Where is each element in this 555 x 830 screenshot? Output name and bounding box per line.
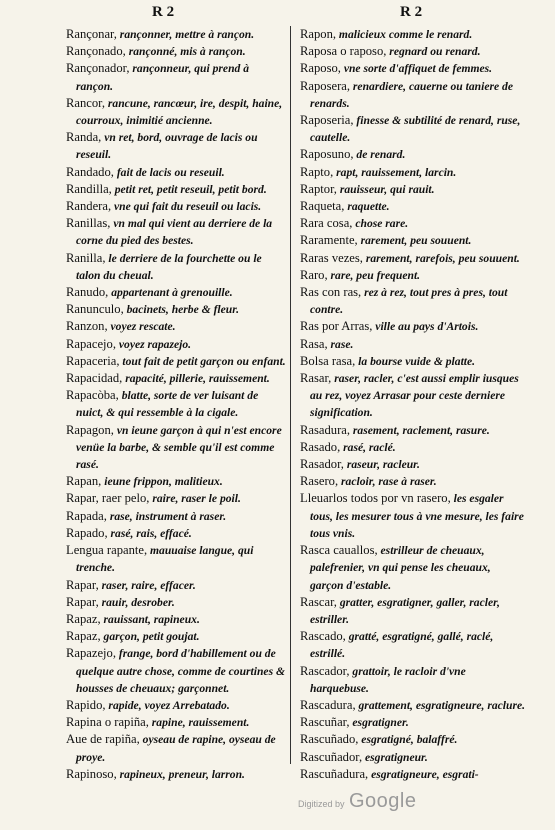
dictionary-entry xyxy=(66,215,288,249)
dictionary-entry xyxy=(300,318,525,335)
running-header xyxy=(0,4,555,26)
dictionary-entry xyxy=(300,181,525,198)
entry-headword: Rapon, xyxy=(300,27,337,41)
entry-definition: gratté, esgratigné, gallé, raclé, estrillé. xyxy=(310,630,494,661)
entry-definition: vne qui fait du reseuil ou lacis. xyxy=(111,200,262,214)
entry-definition: renardiere, cauerne ou taniere de renards. xyxy=(310,79,513,110)
entry-definition: racloir, rase à raser. xyxy=(338,475,437,489)
dictionary-entry xyxy=(300,26,525,43)
dictionary-entry xyxy=(300,250,525,267)
entry-headword: Ras por Arras, xyxy=(300,319,373,334)
entry-definition: estrilleur de cheuaux, palefrenier, vn qui pense les cheuaux, garçon d'estable. xyxy=(310,544,491,592)
dictionary-entry xyxy=(300,60,525,77)
dictionary-entry xyxy=(300,731,525,748)
entry-definition: rancune, rancœur, ire, despit, haine, courroux, inimitié ancienne. xyxy=(76,96,283,128)
entry-definition: rase, instrument à raser. xyxy=(106,509,227,523)
dictionary-entry xyxy=(66,353,288,370)
entry-headword: Raro, xyxy=(300,267,328,282)
entry-headword: Rapinoso, xyxy=(66,766,117,781)
entry-headword: Randilla, xyxy=(66,181,112,196)
entry-definition: rançonneur, qui prend à rançon. xyxy=(76,62,250,93)
dictionary-entry xyxy=(66,336,288,353)
entry-definition: rarement, rarefois, peu souuent. xyxy=(362,251,520,265)
entry-definition: vn ret, bord, ouvrage de lacis ou reseuil. xyxy=(76,131,258,162)
entry-definition: raire, raser le poil. xyxy=(149,492,241,506)
entry-definition: bacinets, herbe & fleur. xyxy=(123,303,240,317)
entry-definition: rase. xyxy=(327,337,354,351)
dictionary-entry xyxy=(66,129,288,163)
entry-headword: Raqueta, xyxy=(300,199,345,214)
dictionary-entry xyxy=(300,146,525,163)
dictionary-entry xyxy=(66,60,288,94)
entry-headword: Rapaz, xyxy=(66,629,101,644)
entry-headword: Ranzon, xyxy=(66,319,108,334)
entry-definition: malicieux comme le renard. xyxy=(336,28,473,41)
dictionary-entry xyxy=(300,353,525,370)
entry-definition: regnard ou renard. xyxy=(386,45,481,59)
entry-definition: esgratigné, balaffré. xyxy=(358,733,458,747)
entry-headword: Rapazejo, xyxy=(66,646,116,661)
entry-headword: Rapacòba, xyxy=(66,388,119,403)
column-divider xyxy=(290,26,291,764)
entry-headword: Bolsa rasa, xyxy=(300,353,356,368)
dictionary-entry xyxy=(300,594,525,628)
entry-headword: Rascuñar, xyxy=(300,715,350,730)
entry-headword: Rascadura, xyxy=(300,697,356,712)
entry-headword: Rapto, xyxy=(300,164,334,179)
entry-definition: rauissant, rapineux. xyxy=(100,612,200,626)
entry-definition: raser, raire, effacer. xyxy=(98,578,196,592)
entry-headword: Lleuarlos todos por vn rasero, xyxy=(300,491,451,506)
entry-definition: appartenant à grenouille. xyxy=(108,286,233,300)
dictionary-entry xyxy=(300,490,525,542)
dictionary-entry xyxy=(66,731,288,765)
dictionary-entry xyxy=(300,370,525,422)
header-left: R 2 xyxy=(152,4,175,20)
entry-definition: ville au pays d'Artois. xyxy=(372,320,479,334)
entry-definition: rare, peu frequent. xyxy=(327,268,421,282)
dictionary-entry xyxy=(66,473,288,490)
dictionary-entry xyxy=(300,473,525,490)
entry-definition: grattement, esgratigneure, raclure. xyxy=(355,698,526,712)
dictionary-entry xyxy=(300,215,525,232)
entry-headword: Rapagon, xyxy=(66,422,114,437)
dictionary-entry xyxy=(300,198,525,215)
dictionary-entry xyxy=(66,645,288,697)
entry-headword: Rascador, xyxy=(300,663,350,678)
dictionary-entry xyxy=(66,714,288,731)
dictionary-entry xyxy=(300,749,525,766)
entry-headword: Rapacidad, xyxy=(66,371,123,386)
entry-headword: Rapaz, xyxy=(66,611,101,626)
entry-headword: Rançonado, xyxy=(66,44,126,59)
left-column xyxy=(66,26,288,783)
entry-headword: Raposo, xyxy=(300,61,341,76)
entry-headword: Rapido, xyxy=(66,697,106,712)
entry-headword: Rapina o rapiña, xyxy=(66,715,149,730)
entry-headword: Ranillas, xyxy=(66,216,111,231)
entry-definition: grattoir, le racloir d'vne harquebuse. xyxy=(310,664,466,695)
dictionary-entry xyxy=(300,267,525,284)
entry-headword: Rapan, xyxy=(66,474,102,489)
entry-definition: voyez rescate. xyxy=(107,320,176,334)
entry-headword: Rapado, xyxy=(66,525,108,540)
entry-headword: Rascuñador, xyxy=(300,749,363,764)
dictionary-entry xyxy=(66,577,288,594)
entry-definition: rapine, rauissement. xyxy=(148,716,250,730)
entry-definition: blatte, sorte de ver luisant de nuict, & qui ressemble à la cigale. xyxy=(76,389,259,420)
entry-definition: rapacité, pillerie, rauissement. xyxy=(122,372,270,386)
entry-definition: vne sorte d'affiquet de femmes. xyxy=(340,62,493,76)
dictionary-entry xyxy=(66,164,288,181)
entry-headword: Rapar, raer pelo, xyxy=(66,491,150,506)
entry-headword: Rançonador, xyxy=(66,61,130,76)
dictionary-entry xyxy=(66,370,288,387)
dictionary-entry xyxy=(66,43,288,60)
entry-headword: Ranunculo, xyxy=(66,302,124,317)
dictionary-entry xyxy=(300,628,525,662)
entry-definition: rasé, rais, effacé. xyxy=(107,526,192,540)
dictionary-entry xyxy=(300,112,525,146)
dictionary-entry xyxy=(300,284,525,318)
dictionary-entry xyxy=(300,164,525,181)
entry-definition: la bourse vuide & platte. xyxy=(355,354,476,368)
entry-definition: de renard. xyxy=(353,148,406,162)
entry-headword: Randa, xyxy=(66,130,102,145)
entry-headword: Rançonar, xyxy=(66,27,117,41)
entry-definition: rarement, peu souuent. xyxy=(357,234,472,248)
entry-definition: voyez rapazejo. xyxy=(116,337,192,351)
google-wordmark: Google xyxy=(348,790,417,812)
dictionary-entry xyxy=(66,198,288,215)
dictionary-entry xyxy=(66,508,288,525)
entry-headword: Rasca cauallos, xyxy=(300,543,378,558)
entry-definition: fait de lacis ou reseuil. xyxy=(113,165,225,179)
digitized-by-label: Digitized by xyxy=(298,799,345,809)
entry-definition: esgratigneur. xyxy=(362,750,428,764)
entry-definition: les esgaler tous, les mesurer tous à vne mesure, les faire tous vnis. xyxy=(310,492,524,540)
entry-headword: Rascar, xyxy=(300,594,337,609)
dictionary-entry xyxy=(300,663,525,697)
entry-definition: esgratigneure, esgrati- xyxy=(368,767,479,781)
dictionary-entry xyxy=(300,232,525,249)
dictionary-entry xyxy=(300,78,525,112)
entry-definition: garçon, petit goujat. xyxy=(100,630,200,644)
entry-headword: Rancor, xyxy=(66,95,106,110)
dictionary-entry xyxy=(66,301,288,318)
entry-definition: raser, racler, c'est aussi emplir iusques au rez, voyez Arrasar pour ceste derniere signification. xyxy=(310,372,519,420)
entry-headword: Rascuñado, xyxy=(300,732,359,747)
entry-headword: Rasero, xyxy=(300,474,339,489)
entry-definition: rasement, raclement, rasure. xyxy=(350,423,490,437)
entry-definition: ieune frippon, malitieux. xyxy=(101,475,223,489)
entry-headword: Randado, xyxy=(66,164,114,179)
entry-headword: Rapacejo, xyxy=(66,336,116,351)
dictionary-entry xyxy=(66,525,288,542)
entry-headword: Randera, xyxy=(66,199,112,214)
entry-definition: oyseau de rapine, oyseau de proye. xyxy=(76,733,276,764)
right-column xyxy=(300,26,525,783)
dictionary-entry xyxy=(66,542,288,576)
entry-definition: tout fait de petit garçon ou enfant. xyxy=(119,354,286,368)
entry-definition: rauisseur, qui rauit. xyxy=(336,182,435,196)
entry-headword: Rasar, xyxy=(300,371,332,386)
entry-definition: rapt, rauissement, larcin. xyxy=(333,165,457,179)
entry-definition: rapineux, preneur, larron. xyxy=(116,767,245,781)
entry-definition: vn ieune garçon à qui n'est encore venüe la barbe, & semble qu'il est comme rasé. xyxy=(76,423,282,472)
entry-headword: Ras con ras, xyxy=(300,285,362,300)
entry-headword: Raras vezes, xyxy=(300,250,363,265)
dictionary-entry xyxy=(300,714,525,731)
entry-definition: chose rare. xyxy=(352,217,409,231)
entry-headword: Ranudo, xyxy=(66,285,109,300)
entry-definition: mauuaise langue, qui trenche. xyxy=(76,544,254,575)
entry-definition: le derriere de la fourchette ou le talon du cheual. xyxy=(76,251,262,282)
dictionary-entry xyxy=(66,181,288,198)
entry-headword: Raposuno, xyxy=(300,147,354,162)
entry-definition: raquette. xyxy=(344,200,390,214)
entry-definition: raseur, racleur. xyxy=(343,458,420,472)
entry-headword: Rapada, xyxy=(66,508,107,523)
entry-headword: Rasado, xyxy=(300,439,341,454)
entry-headword: Raposeria, xyxy=(300,113,354,128)
entry-headword: Rapaceria, xyxy=(66,353,120,368)
dictionary-entry xyxy=(300,456,525,473)
entry-definition: petit ret, petit reseuil, petit bord. xyxy=(111,182,267,196)
header-right: R 2 xyxy=(400,4,423,20)
dictionary-entry xyxy=(66,594,288,611)
entry-headword: Rasador, xyxy=(300,457,344,472)
entry-headword: Rapar, xyxy=(66,594,99,609)
digitized-footer xyxy=(298,790,438,813)
entry-definition: rez à rez, tout pres à pres, tout contre. xyxy=(310,286,508,317)
dictionary-entry xyxy=(300,422,525,439)
dictionary-entry xyxy=(300,542,525,594)
dictionary-entry xyxy=(66,250,288,284)
entry-definition: frange, bord d'habillement ou de quelque autre chose, comme de courtines & housses de cheuaux; garçonnet. xyxy=(76,647,285,695)
entry-definition: rasé, raclé. xyxy=(340,440,396,454)
entry-headword: Ranilla, xyxy=(66,250,106,265)
dictionary-entry xyxy=(66,318,288,335)
dictionary-entry xyxy=(300,697,525,714)
entry-definition: vn mal qui vient au derriere de la corne du pied des bestes. xyxy=(76,217,273,248)
dictionary-entry xyxy=(66,490,288,507)
entry-definition: rapide, voyez Arrebatado. xyxy=(105,698,230,712)
dictionary-entry xyxy=(66,697,288,714)
entry-definition: rançonné, mis à rançon. xyxy=(125,45,246,59)
entry-headword: Raptor, xyxy=(300,181,337,196)
entry-headword: Rara cosa, xyxy=(300,216,353,231)
dictionary-entry xyxy=(66,26,288,43)
entry-definition: finesse & subtilité de renard, ruse, cautelle. xyxy=(310,114,521,145)
dictionary-entry xyxy=(66,284,288,301)
dictionary-entry xyxy=(300,43,525,60)
dictionary-entry xyxy=(66,628,288,645)
entry-headword: Rasa, xyxy=(300,336,328,351)
entry-headword: Aue de rapiña, xyxy=(66,732,140,747)
dictionary-entry xyxy=(300,439,525,456)
entry-definition: gratter, esgratigner, galler, racler, estriller. xyxy=(310,595,500,626)
entry-headword: Raposera, xyxy=(300,78,351,93)
dictionary-entry xyxy=(300,336,525,353)
dictionary-entry xyxy=(66,95,288,129)
entry-definition: rauir, desrober. xyxy=(98,595,175,609)
entry-headword: Raposa o raposo, xyxy=(300,44,387,59)
dictionary-entry xyxy=(66,422,288,474)
entry-headword: Rascuñadura, xyxy=(300,766,369,781)
entry-headword: Rasadura, xyxy=(300,422,351,437)
entry-headword: Rascado, xyxy=(300,629,346,644)
dictionary-entry xyxy=(66,766,288,783)
entry-definition: esgratigner. xyxy=(349,716,409,730)
dictionary-entry xyxy=(66,611,288,628)
entry-headword: Raramente, xyxy=(300,233,358,248)
entry-headword: Rapar, xyxy=(66,577,99,592)
entry-definition: rançonner, mettre à rançon. xyxy=(116,28,255,41)
entry-headword: Lengua rapante, xyxy=(66,543,148,558)
dictionary-entry xyxy=(300,766,525,783)
dictionary-entry xyxy=(66,387,288,421)
